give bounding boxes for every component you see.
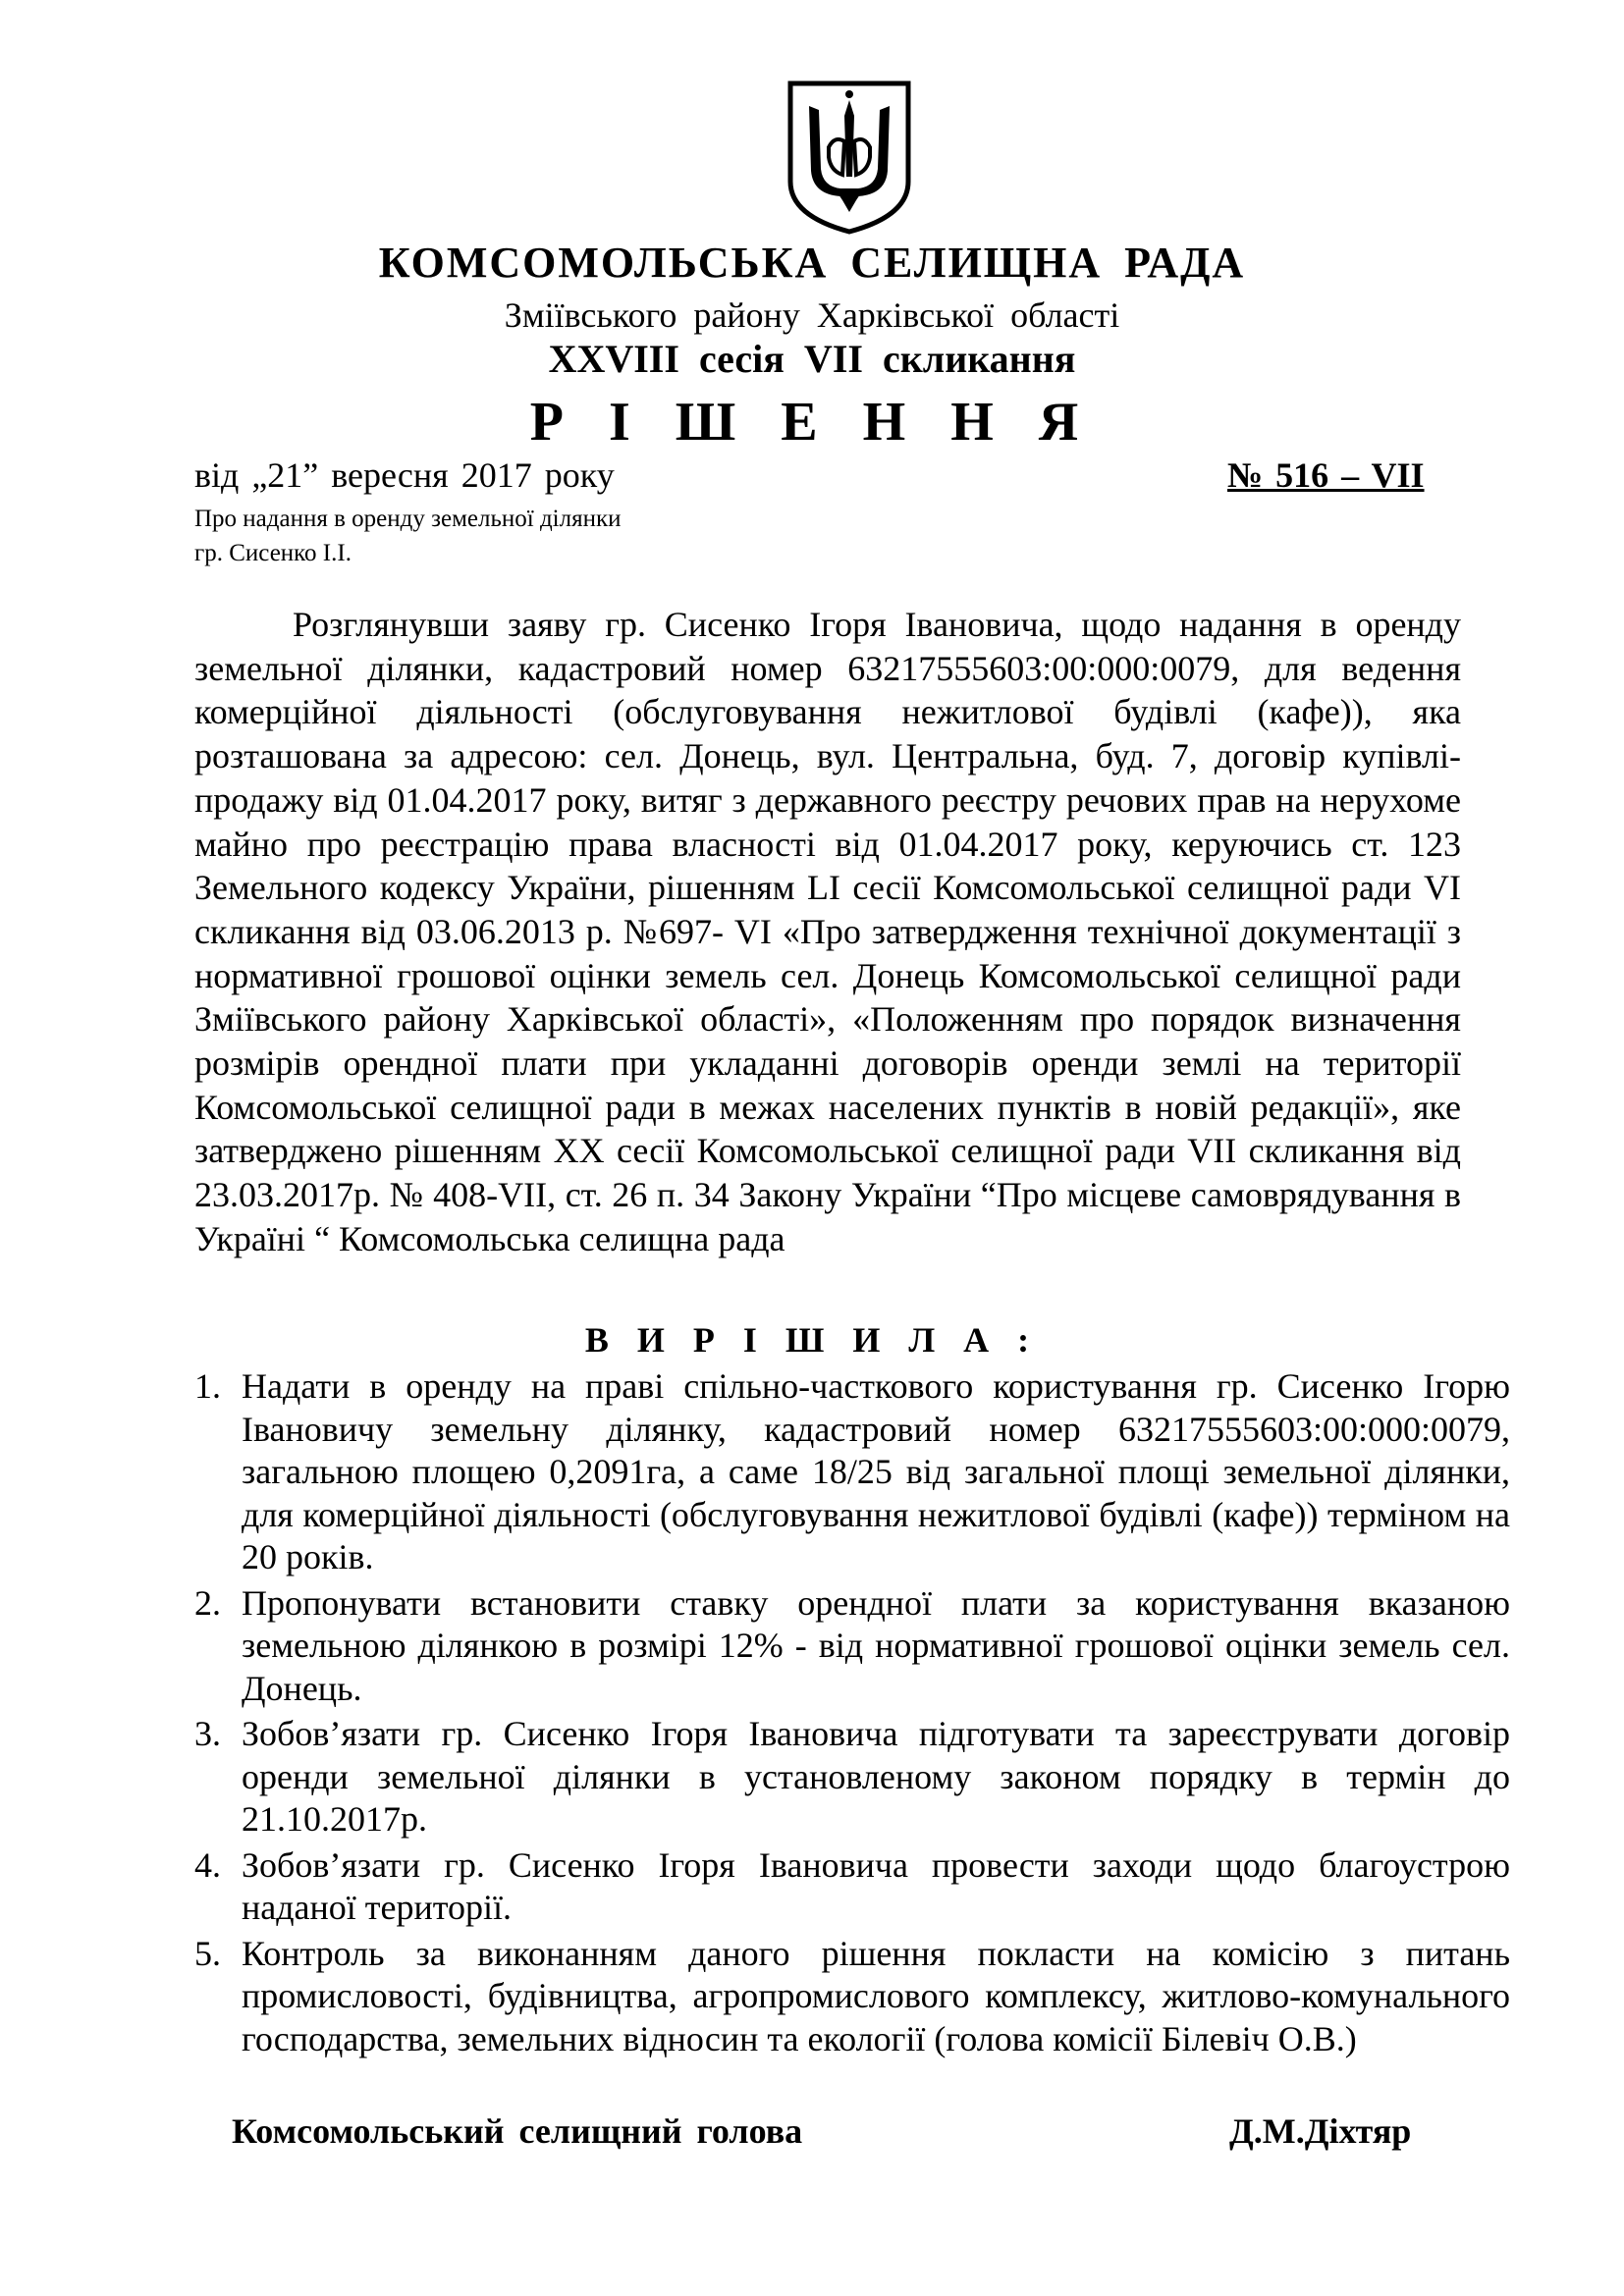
- decision-item: [194, 1713, 1510, 1842]
- subject-line: Про надання в оренду земельної ділянки: [194, 506, 622, 532]
- district-region: Зміївського району Харківської області: [504, 295, 1120, 335]
- decision-text: Зобов’язати гр. Сисенко Ігоря Івановича підготувати та зареєструвати договір оренди земельної ділянки в установленому законом порядку в термін до 21.10.2017р.: [242, 1714, 1510, 1839]
- decision-number-marker: 4.: [194, 1844, 221, 1885]
- ukraine-trident-coat-of-arms-icon: [785, 79, 913, 236]
- resolved-heading: В И Р І Ш И Л А :: [584, 1320, 1040, 1360]
- decision-number-marker: 1.: [194, 1366, 221, 1406]
- decision-item: [194, 1582, 1510, 1711]
- decision-subject: [194, 502, 882, 570]
- council-name: КОМСОМОЛЬСЬКА СЕЛИЩНА РАДА: [378, 239, 1246, 287]
- subject-line: гр. Сисенко І.І.: [194, 540, 352, 566]
- signatory-role: Комсомольський селищний голова: [232, 2111, 803, 2151]
- decision-text: Надати в оренду на праві спільно-часткового користування гр. Сисенко Ігорю Івановичу земельну ділянку, кадастровий номер 63217555603:00:000:0079, загальною площею 0,2091га, а саме 18/25 від загальної площі земельної ділянки, для комерційної діяльності (обслуговування нежитлової будівлі (кафе)) терміном на 20 років.: [242, 1366, 1510, 1576]
- decision-text: Зобов’язати гр. Сисенко Ігоря Івановича провести заходи щодо благоустрою наданої території.: [242, 1844, 1510, 1927]
- document-type-title: Р І Ш Е Н Н Я: [529, 392, 1095, 453]
- decision-text: Пропонувати встановити ставку орендної плати за користування вказаною земельною ділянкою в розмірі 12% - від нормативної грошової оцінки земель сел. Донець.: [242, 1582, 1510, 1708]
- decision-item: [194, 1844, 1510, 1930]
- decision-list: [194, 1365, 1510, 2063]
- decision-item: [194, 1365, 1510, 1579]
- decision-date: від „21” вересня 2017 року: [194, 455, 615, 495]
- decision-text: Контроль за виконанням даного рішення покласти на комісію з питань промисловості, будівництва, агропромислового комплексу, житлово-комунального господарства, земельних відносин та екології (голова комісії Білевіч О.В.): [242, 1933, 1510, 2058]
- decision-number-marker: 3.: [194, 1714, 221, 1753]
- decision-item: [194, 1933, 1510, 2061]
- decision-number: № 516 – VII: [1227, 455, 1425, 495]
- decision-number-marker: 5.: [194, 1933, 221, 1973]
- preamble-paragraph: Розглянувши заяву гр. Сисенко Ігоря Івановича, щодо надання в оренду земельної ділянки, кадастровий номер 63217555603:00:000:0079, для ведення комерційної діяльності (обслуговування нежитлової будівлі (кафе)), яка розташована за адресою: сел. Донець, вул. Центральна, буд. 7, договір купівлі-продажу від 01.04.2017 року, витяг з державного реєстру речових прав на нерухоме майно про реєстрацію права власності від 01.04.2017 року, керуючись ст. 123 Земельного кодексу України, рішенням LI сесії Комсомольської селищної ради VI скликання від 03.06.2013 р. №697- VI «Про затвердження технічної документації з нормативної грошової оцінки земель сел. Донець Комсомольської селищної ради Зміївського району Харківської області», «Положенням про порядок визначення розмірів орендної плати при укладанні договорів оренди землі на території Комсомольської селищної ради в межах населених пунктів в новій редакції», яке затверджено рішенням XX сесії Комсомольської селищної ради VII скликання від 23.03.2017р. № 408-VII, ст. 26 п. 34 Закону України “Про місцеве самоврядування в Україні “ Комсомольська селищна рада: [194, 605, 1461, 1258]
- signatory-name: Д.М.Діхтяр: [1229, 2111, 1412, 2151]
- session-convocation: XXVIII сесія VII скликання: [548, 337, 1076, 381]
- decision-number-marker: 2.: [194, 1582, 221, 1623]
